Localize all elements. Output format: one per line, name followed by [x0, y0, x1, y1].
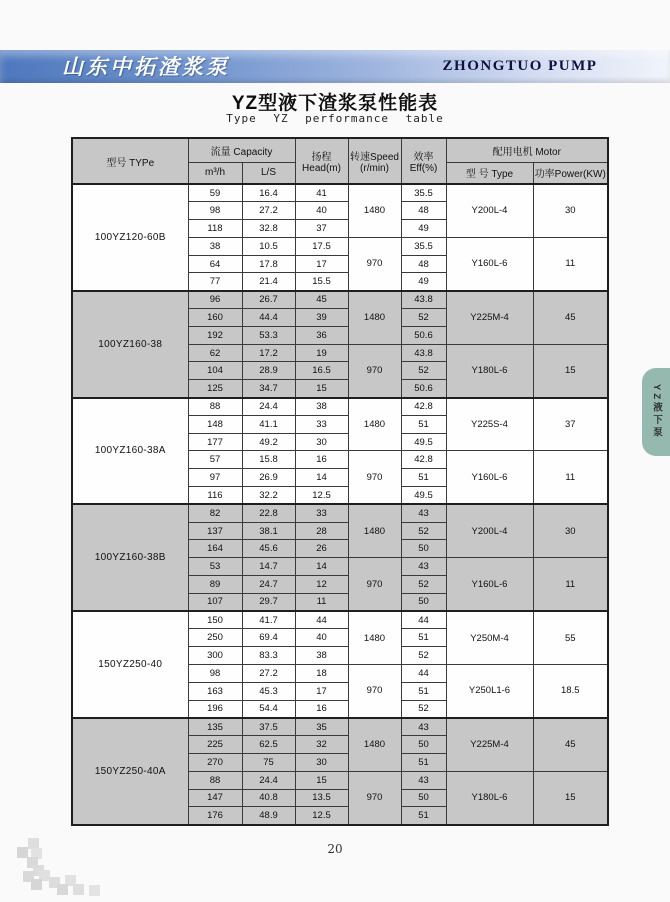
- capacity-ls-cell: 24.7: [242, 576, 295, 594]
- capacity-ls-cell: 45.3: [242, 682, 295, 700]
- header-ls: L/S: [242, 162, 295, 184]
- eff-cell: 49.5: [401, 487, 446, 505]
- head-cell: 28: [295, 522, 348, 540]
- header-capacity: 流量 Capacity: [188, 138, 295, 162]
- capacity-m3h-cell: 163: [188, 682, 242, 700]
- page-number: 20: [327, 842, 343, 856]
- model-block: [72, 184, 608, 291]
- capacity-m3h-cell: 118: [188, 220, 242, 238]
- capacity-m3h-cell: 82: [188, 504, 242, 522]
- capacity-m3h-cell: 104: [188, 362, 242, 380]
- head-cell: 17.5: [295, 237, 348, 255]
- table-row: [72, 504, 608, 522]
- capacity-ls-cell: 27.2: [242, 665, 295, 683]
- capacity-ls-cell: 53.3: [242, 326, 295, 344]
- header-head: [295, 138, 348, 184]
- motor-type-cell: Y160L-6: [446, 237, 533, 290]
- head-cell: 36: [295, 326, 348, 344]
- checker-square: [57, 884, 68, 895]
- header-head-en: Head(m): [302, 163, 341, 174]
- eff-cell: 43: [401, 504, 446, 522]
- head-cell: 15: [295, 380, 348, 398]
- eff-cell: 43: [401, 771, 446, 789]
- capacity-m3h-cell: 300: [188, 647, 242, 665]
- header-eff-zh: 效率: [413, 152, 434, 163]
- head-cell: 16.5: [295, 362, 348, 380]
- page-title: YZ型液下渣浆泵性能表: [231, 93, 439, 114]
- model-block: [72, 291, 608, 398]
- motor-power-cell: 11: [533, 451, 608, 504]
- head-cell: 19: [295, 344, 348, 362]
- capacity-ls-cell: 24.4: [242, 398, 295, 416]
- capacity-m3h-cell: 89: [188, 576, 242, 594]
- checker-square: [89, 885, 100, 896]
- model-cell: 100YZ120-60B: [72, 184, 188, 291]
- capacity-ls-cell: 17.8: [242, 255, 295, 273]
- table-row: [72, 718, 608, 736]
- table-row: [72, 291, 608, 309]
- capacity-ls-cell: 41.1: [242, 415, 295, 433]
- head-cell: 12.5: [295, 807, 348, 825]
- brand-name: ZHONGTUO PUMP: [442, 58, 598, 74]
- eff-cell: 51: [401, 682, 446, 700]
- header-eff-en: Eff(%): [409, 163, 438, 174]
- motor-power-cell: 45: [533, 291, 608, 344]
- checker-square: [31, 879, 42, 890]
- eff-cell: 50: [401, 789, 446, 807]
- section-tab: [642, 368, 670, 456]
- speed-cell: 1480: [348, 184, 401, 237]
- eff-cell: 50.6: [401, 326, 446, 344]
- header-head-zh: 扬程: [311, 152, 332, 163]
- head-cell: 33: [295, 415, 348, 433]
- motor-power-cell: 45: [533, 718, 608, 771]
- eff-cell: 48: [401, 255, 446, 273]
- eff-cell: 43: [401, 558, 446, 576]
- eff-cell: 52: [401, 700, 446, 718]
- head-cell: 35: [295, 718, 348, 736]
- capacity-m3h-cell: 53: [188, 558, 242, 576]
- capacity-m3h-cell: 160: [188, 309, 242, 327]
- capacity-m3h-cell: 59: [188, 184, 242, 202]
- motor-power-cell: 11: [533, 237, 608, 290]
- model-block: [72, 398, 608, 505]
- speed-cell: 970: [348, 237, 401, 290]
- motor-power-cell: 15: [533, 771, 608, 824]
- head-cell: 40: [295, 202, 348, 220]
- capacity-m3h-cell: 176: [188, 807, 242, 825]
- head-cell: 38: [295, 398, 348, 416]
- capacity-m3h-cell: 57: [188, 451, 242, 469]
- brand-bar: [0, 50, 670, 83]
- head-cell: 39: [295, 309, 348, 327]
- head-cell: 12: [295, 576, 348, 594]
- company-logo-script: 山东中拓渣浆泵: [62, 54, 230, 79]
- eff-cell: 52: [401, 576, 446, 594]
- eff-cell: 49.5: [401, 433, 446, 451]
- model-cell: 150YZ250-40A: [72, 718, 188, 825]
- capacity-m3h-cell: 225: [188, 736, 242, 754]
- head-cell: 14: [295, 469, 348, 487]
- eff-cell: 52: [401, 362, 446, 380]
- capacity-ls-cell: 44.4: [242, 309, 295, 327]
- speed-cell: 970: [348, 665, 401, 718]
- head-cell: 30: [295, 754, 348, 772]
- speed-cell: 1480: [348, 611, 401, 664]
- head-cell: 16: [295, 700, 348, 718]
- eff-cell: 43.8: [401, 344, 446, 362]
- motor-power-cell: 30: [533, 184, 608, 237]
- head-cell: 32: [295, 736, 348, 754]
- head-cell: 30: [295, 433, 348, 451]
- capacity-m3h-cell: 77: [188, 273, 242, 291]
- eff-cell: 52: [401, 647, 446, 665]
- motor-type-cell: Y200L-4: [446, 504, 533, 557]
- model-cell: 100YZ160-38A: [72, 398, 188, 505]
- speed-cell: 1480: [348, 718, 401, 771]
- motor-power-cell: 55: [533, 611, 608, 664]
- capacity-ls-cell: 40.8: [242, 789, 295, 807]
- capacity-m3h-cell: 98: [188, 202, 242, 220]
- head-cell: 17: [295, 682, 348, 700]
- capacity-ls-cell: 22.8: [242, 504, 295, 522]
- speed-cell: 1480: [348, 398, 401, 451]
- capacity-ls-cell: 75: [242, 754, 295, 772]
- speed-cell: 970: [348, 344, 401, 397]
- motor-type-cell: Y225M-4: [446, 718, 533, 771]
- eff-cell: 43: [401, 718, 446, 736]
- eff-cell: 52: [401, 309, 446, 327]
- capacity-ls-cell: 26.9: [242, 469, 295, 487]
- capacity-m3h-cell: 196: [188, 700, 242, 718]
- capacity-m3h-cell: 38: [188, 237, 242, 255]
- model-cell: 100YZ160-38B: [72, 504, 188, 611]
- speed-cell: 970: [348, 771, 401, 824]
- capacity-m3h-cell: 270: [188, 754, 242, 772]
- page-subtitle: Type YZ performance table: [226, 112, 444, 125]
- table-row: [72, 184, 608, 202]
- motor-type-cell: Y180L-6: [446, 771, 533, 824]
- eff-cell: 51: [401, 807, 446, 825]
- capacity-ls-cell: 10.5: [242, 237, 295, 255]
- performance-table-wrap: [71, 137, 609, 826]
- head-cell: 13.5: [295, 789, 348, 807]
- capacity-m3h-cell: 177: [188, 433, 242, 451]
- capacity-m3h-cell: 88: [188, 398, 242, 416]
- capacity-ls-cell: 17.2: [242, 344, 295, 362]
- eff-cell: 44: [401, 611, 446, 629]
- capacity-ls-cell: 24.4: [242, 771, 295, 789]
- capacity-ls-cell: 34.7: [242, 380, 295, 398]
- head-cell: 15: [295, 771, 348, 789]
- header-motor-power: 功率Power(KW): [533, 162, 608, 184]
- capacity-ls-cell: 83.3: [242, 647, 295, 665]
- capacity-m3h-cell: 164: [188, 540, 242, 558]
- header-eff: [401, 138, 446, 184]
- head-cell: 33: [295, 504, 348, 522]
- header-speed: [348, 138, 401, 184]
- capacity-ls-cell: 15.8: [242, 451, 295, 469]
- capacity-ls-cell: 54.4: [242, 700, 295, 718]
- head-cell: 26: [295, 540, 348, 558]
- capacity-ls-cell: 62.5: [242, 736, 295, 754]
- table-header: [72, 138, 608, 184]
- capacity-ls-cell: 49.2: [242, 433, 295, 451]
- eff-cell: 49: [401, 220, 446, 238]
- head-cell: 38: [295, 647, 348, 665]
- section-tab-label: YZ液下泵: [651, 384, 662, 440]
- capacity-ls-cell: 69.4: [242, 629, 295, 647]
- head-cell: 45: [295, 291, 348, 309]
- head-cell: 41: [295, 184, 348, 202]
- capacity-ls-cell: 45.6: [242, 540, 295, 558]
- capacity-m3h-cell: 64: [188, 255, 242, 273]
- capacity-ls-cell: 14.7: [242, 558, 295, 576]
- capacity-m3h-cell: 150: [188, 611, 242, 629]
- model-cell: 100YZ160-38: [72, 291, 188, 398]
- eff-cell: 50: [401, 540, 446, 558]
- head-cell: 37: [295, 220, 348, 238]
- eff-cell: 35.5: [401, 184, 446, 202]
- eff-cell: 43.8: [401, 291, 446, 309]
- speed-cell: 1480: [348, 291, 401, 344]
- speed-cell: 970: [348, 558, 401, 611]
- head-cell: 16: [295, 451, 348, 469]
- head-cell: 12.5: [295, 487, 348, 505]
- eff-cell: 51: [401, 469, 446, 487]
- capacity-m3h-cell: 137: [188, 522, 242, 540]
- header-m3h: m³/h: [188, 162, 242, 184]
- capacity-m3h-cell: 62: [188, 344, 242, 362]
- capacity-m3h-cell: 96: [188, 291, 242, 309]
- capacity-m3h-cell: 147: [188, 789, 242, 807]
- head-cell: 18: [295, 665, 348, 683]
- motor-power-cell: 18.5: [533, 665, 608, 718]
- motor-power-cell: 37: [533, 398, 608, 451]
- motor-type-cell: Y250M-4: [446, 611, 533, 664]
- capacity-ls-cell: 38.1: [242, 522, 295, 540]
- capacity-ls-cell: 16.4: [242, 184, 295, 202]
- motor-type-cell: Y200L-4: [446, 184, 533, 237]
- header-speed-zh: 转速Speed: [350, 152, 399, 163]
- performance-table: [71, 137, 609, 826]
- eff-cell: 48: [401, 202, 446, 220]
- motor-power-cell: 30: [533, 504, 608, 557]
- header-motor-type: 型 号 Type: [446, 162, 533, 184]
- motor-type-cell: Y250L1-6: [446, 665, 533, 718]
- capacity-m3h-cell: 135: [188, 718, 242, 736]
- header-motor: 配用电机 Motor: [446, 138, 608, 162]
- eff-cell: 50: [401, 736, 446, 754]
- capacity-m3h-cell: 107: [188, 593, 242, 611]
- capacity-m3h-cell: 116: [188, 487, 242, 505]
- speed-cell: 970: [348, 451, 401, 504]
- head-cell: 11: [295, 593, 348, 611]
- capacity-ls-cell: 28.9: [242, 362, 295, 380]
- motor-power-cell: 11: [533, 558, 608, 611]
- capacity-ls-cell: 21.4: [242, 273, 295, 291]
- model-block: [72, 718, 608, 825]
- checker-square: [73, 884, 84, 895]
- head-cell: 15.5: [295, 273, 348, 291]
- capacity-ls-cell: 41.7: [242, 611, 295, 629]
- capacity-ls-cell: 37.5: [242, 718, 295, 736]
- head-cell: 17: [295, 255, 348, 273]
- eff-cell: 52: [401, 522, 446, 540]
- head-cell: 14: [295, 558, 348, 576]
- motor-type-cell: Y225M-4: [446, 291, 533, 344]
- motor-power-cell: 15: [533, 344, 608, 397]
- motor-type-cell: Y225S-4: [446, 398, 533, 451]
- eff-cell: 51: [401, 415, 446, 433]
- capacity-m3h-cell: 97: [188, 469, 242, 487]
- capacity-ls-cell: 26.7: [242, 291, 295, 309]
- capacity-m3h-cell: 148: [188, 415, 242, 433]
- capacity-m3h-cell: 192: [188, 326, 242, 344]
- eff-cell: 42.8: [401, 398, 446, 416]
- head-cell: 40: [295, 629, 348, 647]
- eff-cell: 50: [401, 593, 446, 611]
- model-block: [72, 504, 608, 611]
- capacity-m3h-cell: 250: [188, 629, 242, 647]
- eff-cell: 51: [401, 754, 446, 772]
- motor-type-cell: Y180L-6: [446, 344, 533, 397]
- speed-cell: 1480: [348, 504, 401, 557]
- capacity-m3h-cell: 125: [188, 380, 242, 398]
- model-block: [72, 611, 608, 718]
- eff-cell: 50.6: [401, 380, 446, 398]
- eff-cell: 42.8: [401, 451, 446, 469]
- capacity-ls-cell: 29.7: [242, 593, 295, 611]
- capacity-ls-cell: 27.2: [242, 202, 295, 220]
- capacity-ls-cell: 32.8: [242, 220, 295, 238]
- table-row: [72, 611, 608, 629]
- model-cell: 150YZ250-40: [72, 611, 188, 718]
- capacity-ls-cell: 48.9: [242, 807, 295, 825]
- head-cell: 44: [295, 611, 348, 629]
- capacity-m3h-cell: 98: [188, 665, 242, 683]
- capacity-ls-cell: 32.2: [242, 487, 295, 505]
- header-speed-en: (r/min): [360, 163, 389, 174]
- motor-type-cell: Y160L-6: [446, 558, 533, 611]
- eff-cell: 44: [401, 665, 446, 683]
- eff-cell: 35.5: [401, 237, 446, 255]
- table-row: [72, 398, 608, 416]
- eff-cell: 51: [401, 629, 446, 647]
- motor-type-cell: Y160L-6: [446, 451, 533, 504]
- eff-cell: 49: [401, 273, 446, 291]
- capacity-m3h-cell: 88: [188, 771, 242, 789]
- header-model: 型号 TYPe: [72, 138, 188, 184]
